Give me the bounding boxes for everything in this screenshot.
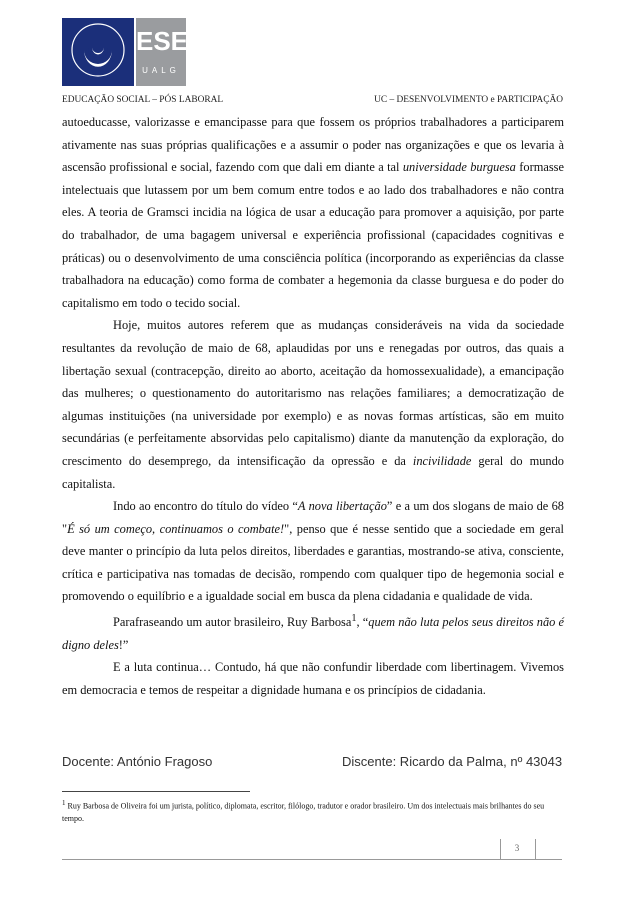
header-unit: UC – DESENVOLVIMENTO e PARTICIPAÇÃO <box>374 95 563 105</box>
paragraph-5 <box>62 656 564 701</box>
text-run: ” e a um dos slogans de maio de 68 " <box>62 499 564 536</box>
ese-logo-text: ESE <box>136 26 189 56</box>
footnote-mark: 1 <box>62 799 66 807</box>
footnote <box>62 797 562 826</box>
ese-logo-subtext: UALG <box>142 66 180 75</box>
ese-logo <box>136 18 189 86</box>
document-body <box>62 111 564 702</box>
student-name: Discente: Ricardo da Palma, nº 43043 <box>342 754 563 769</box>
text-run: !” <box>118 637 129 652</box>
text-run: geral do mundo capitalista. <box>62 453 564 491</box>
footnote-reference[interactable]: 1 <box>351 613 357 625</box>
italic-run: quem não luta pelos seus direitos não é digno deles <box>62 615 564 652</box>
paragraph-4 <box>62 608 564 656</box>
university-logo <box>62 18 134 86</box>
text-run: formasse intelectuais que lutassem por um bem comum entre todos e ao lado dos trabalhadores e não contra eles. A teoria de Gramsci incidia na lógica de usar a educação para promover a aquisição, por parte do trabalhador, de uma bagagem universal e experiência profissional (capacidades cognitivas e práticas) ou o desenvolvimento de uma consciência política (incorporando as experiências da classe trabalhadora na educação) como forma de combater a hegemonia da classe burguesa e do poder do capitalismo em todo o tecido social. <box>62 160 564 310</box>
text-run: autoeducasse, valorizasse e emancipasse para que fossem os próprios trabalhadores a participarem ativamente nas suas próprias qualificações e a assumir o poder nas organizações e que os levaria à ascensão profissional e social, fazendo com que dali em diante a tal <box>62 115 564 175</box>
text-run: , “ <box>356 615 369 630</box>
paragraph-2 <box>62 314 564 495</box>
italic-run: universidade burguesa <box>402 160 516 175</box>
text-run: E a luta continua… Contudo, há que não confundir liberdade com libertinagem. Vivemos em democracia e temos de respeitar a dignidade humana e os princípios de cidadania. <box>62 660 564 697</box>
paragraph-3 <box>62 495 564 608</box>
footnote-separator <box>62 791 250 792</box>
text-run: Parafraseando um autor brasileiro, Ruy Barbosa <box>113 615 352 630</box>
footnote-text: Ruy Barbosa de Oliveira foi um jurista, político, diplomata, escritor, filólogo, tradutor e orador brasileiro. Um dos intelectuais mais brilhantes do seu tempo. <box>62 801 545 824</box>
teacher-name: Docente: António Fragoso <box>62 754 213 769</box>
paragraph-1 <box>62 111 564 314</box>
page-number: 3 <box>514 843 520 853</box>
text-run: Hoje, muitos autores referem que as mudanças consideráveis na vida da sociedade resultantes da revolução de maio de 68, aplaudidas por uns e renegadas por outros, das quais a libertação sexual (contracepção, direito ao aborto, aceitação da homossexualidade), a emancipação das mulheres; o questionamento do autoritarismo nas relações familiares; a democratização de algumas instituições (na universidade por exemplo) e as novas formas artísticas, são em muito secundárias (e perfeitamente absorvidas pelo capitalismo) diante da manutenção da exploração, do crescimento do desemprego, da intensificação da opressão e da <box>62 318 564 468</box>
text-run: Indo ao encontro do título do vídeo “ <box>113 499 298 514</box>
italic-run: incivilidade <box>412 453 472 468</box>
footer-rule <box>62 859 562 860</box>
italic-run: A nova libertação <box>297 499 387 514</box>
italic-run: É só um começo, continuamos o combate! <box>67 521 285 536</box>
text-run: ", penso que é nesse sentido que a sociedade em geral deve manter o princípio da luta pelos direitos, liberdades e garantias, mostrando-se ativa, consciente, crítica e participativa nas tomadas de decisão, rompendo com qualquer tipo de hegemonia social e promovendo o equilíbrio e a igualdade social em busca da plena cidadania e qualidade de vida. <box>62 521 565 604</box>
header-course: EDUCAÇÃO SOCIAL – PÓS LABORAL <box>62 95 224 105</box>
university-crest-icon <box>62 18 134 86</box>
